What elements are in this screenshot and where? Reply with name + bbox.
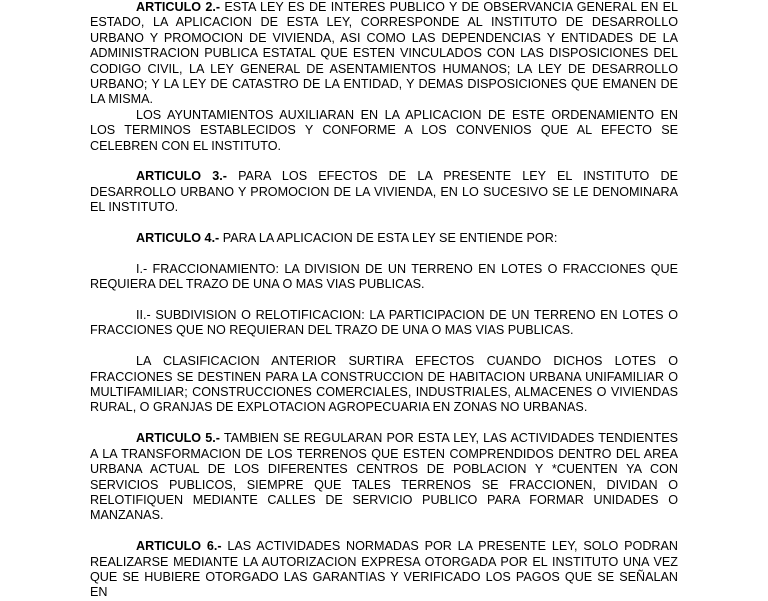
paragraph-fraccion-i: [90, 262, 678, 293]
paragraph-text: TAMBIEN SE REGULARAN POR ESTA LEY, LAS ACTIVIDADES TENDIENTES A LA TRANSFORMACION DE LOS TERRENOS QUE ESTEN COMPRENDIDOS DENTRO DEL AREA URBANA ACTUAL DE LOS DIFERENTES CENTROS DE POBLACION Y *CUENTEN YA CON SERVICIOS PUBLICOS, SIEMPRE QUE TALES TERRENOS SE FRACCIONEN, DIVIDAN O RELOTIFIQUEN MEDIANTE CALLES DE SERVICIO PUBLICO PARA FORMAR UNIDADES O MANZANAS.: [90, 431, 678, 523]
paragraph-text: LA CLASIFICACION ANTERIOR SURTIRA EFECTOS CUANDO DICHOS LOTES O FRACCIONES SE DESTINEN PARA LA CONSTRUCCION DE HABITACION URBANA UNIFAMILIAR O MULTIFAMILIAR; CONSTRUCCIONES COMERCIALES, INDUSTRIALES, ALMACENES O VIVIENDAS RURAL, O GRANJAS DE EXPLOTACION AGROPECUARIA EN ZONAS NO URBANAS.: [90, 354, 678, 415]
paragraph-spacer: [90, 524, 678, 539]
article-label: ARTICULO 3.-: [136, 169, 227, 184]
paragraph-ayuntamientos: [90, 108, 678, 154]
paragraph-spacer: [90, 246, 678, 261]
paragraph-articulo-5: [90, 431, 678, 523]
paragraph-text: LAS ACTIVIDADES NORMADAS POR LA PRESENTE LEY, SOLO PODRAN REALIZARSE MEDIANTE LA AUTORIZACION EXPRESA OTORGADA POR EL INSTITUTO UNA VEZ QUE SE HUBIERE OTORGADO LAS GARANTIAS Y VERIFICADO LOS PAGOS QUE SE SEÑALAN EN: [90, 539, 679, 600]
paragraph-spacer: [90, 154, 678, 169]
paragraph-articulo-3: [90, 169, 678, 215]
paragraph-spacer: [90, 293, 678, 308]
paragraph-spacer: [90, 339, 678, 354]
paragraph-clasificacion: [90, 354, 678, 416]
article-label: ARTICULO 2.-: [136, 0, 221, 14]
paragraph-articulo-2: [90, 0, 678, 108]
document-page: [90, 0, 678, 601]
paragraph-spacer: [90, 216, 678, 231]
paragraph-text: PARA LOS EFECTOS DE LA PRESENTE LEY EL INSTITUTO DE DESARROLLO URBANO Y PROMOCION DE LA VIVIENDA, EN LO SUCESIVO SE LE DENOMINARA EL INSTITUTO.: [90, 169, 678, 215]
paragraph-articulo-4: [90, 231, 678, 246]
paragraph-fraccion-ii: [90, 308, 678, 339]
paragraph-spacer: [90, 416, 678, 431]
article-label: ARTICULO 4.-: [136, 231, 220, 246]
paragraph-text: ESTA LEY ES DE INTERES PUBLICO Y DE OBSERVANCIA GENERAL EN EL ESTADO, LA APLICACION DE ESTA LEY, CORRESPONDE AL INSTITUTO DE DESARROLLO URBANO Y PROMOCION DE VIVIENDA, ASI COMO LAS DEPENDENCIAS Y ENTIDADES DE LA ADMINISTRACION PUBLICA ESTATAL QUE ESTEN VINCULADOS CON LAS DISPOSICIONES DEL CODIGO CIVIL, LA LEY GENERAL DE ASENTAMIENTOS HUMANOS; LA LEY DE DESARROLLO URBANO; Y LA LEY DE CATASTRO DE LA ENTIDAD, Y DEMAS DISPOSICIONES QUE EMANEN DE LA MISMA.: [90, 0, 678, 107]
article-label: ARTICULO 5.-: [136, 431, 220, 446]
paragraph-text: LOS AYUNTAMIENTOS AUXILIARAN EN LA APLICACION DE ESTE ORDENAMIENTO EN LOS TERMINOS ESTABLECIDOS Y CONFORME A LOS CONVENIOS QUE AL EFECTO SE CELEBREN CON EL INSTITUTO.: [90, 107, 678, 153]
article-label: ARTICULO 6.-: [136, 539, 222, 554]
paragraph-text: II.- SUBDIVISION O RELOTIFICACION: LA PARTICIPACION DE UN TERRENO EN LOTES O FRACCIONES QUE NO REQUIERAN DEL TRAZO DE UNA O MAS VIAS PUBLICAS.: [90, 308, 678, 338]
paragraph-text: PARA LA APLICACION DE ESTA LEY SE ENTIENDE POR:: [219, 231, 558, 246]
paragraph-text: I.- FRACCIONAMIENTO: LA DIVISION DE UN TERRENO EN LOTES O FRACCIONES QUE REQUIERA DEL TRAZO DE UNA O MAS VIAS PUBLICAS.: [90, 261, 678, 292]
